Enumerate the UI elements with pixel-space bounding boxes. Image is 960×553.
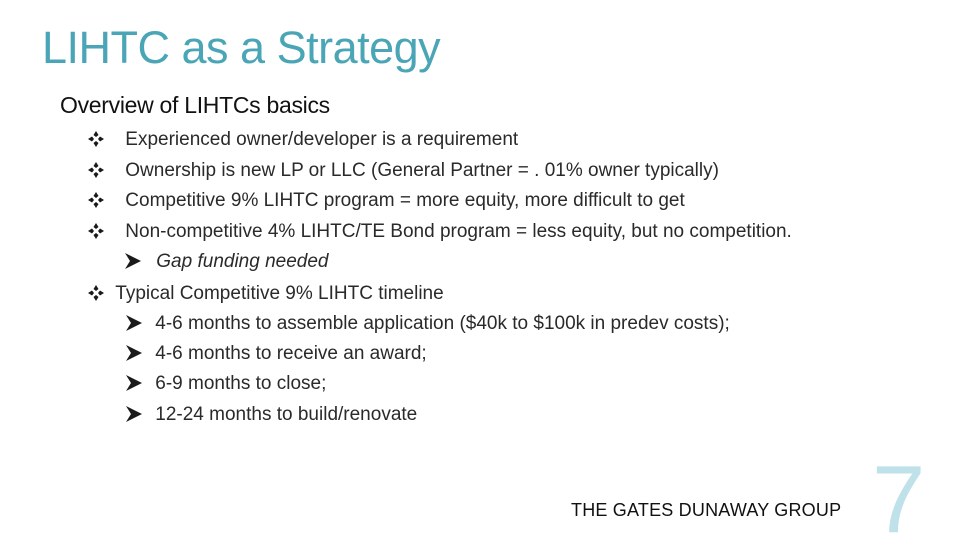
arrow-bullet-icon	[126, 344, 142, 360]
footer-company-name: THE GATES DUNAWAY GROUP	[571, 500, 842, 520]
bullet-text: Non-competitive 4% LIHTC/TE Bond program = less equity, but no competition.	[125, 221, 792, 242]
diamond-bullet-icon	[88, 192, 104, 208]
bullet-text: Experienced owner/developer is a requirement	[125, 129, 519, 150]
timeline-item-text: 4-6 months to receive an award;	[155, 343, 427, 364]
arrow-bullet-icon	[125, 252, 141, 268]
arrow-bullet-icon	[126, 374, 142, 390]
timeline-item	[126, 312, 730, 336]
bullet-text: Ownership is new LP or LLC (General Partner = . 01% owner typically)	[125, 160, 719, 181]
timeline-item	[126, 372, 326, 396]
timeline-item	[126, 403, 417, 427]
timeline-item-text: 12-24 months to build/renovate	[155, 404, 418, 425]
bullet-item	[88, 128, 518, 152]
page-number: 7	[872, 446, 926, 553]
bullet-text: Competitive 9% LIHTC program = more equity, more difficult to get	[125, 190, 685, 211]
bullet-item	[88, 159, 719, 183]
arrow-bullet-icon	[126, 314, 142, 330]
diamond-bullet-icon	[88, 162, 104, 178]
slide-subtitle: Overview of LIHTCs basics	[60, 92, 330, 118]
bullet-item	[88, 220, 792, 244]
sub-bullet-text: Gap funding needed	[156, 251, 329, 272]
slide-title: LIHTC as a Strategy	[42, 22, 441, 73]
diamond-bullet-icon	[88, 131, 104, 147]
timeline-heading-text: Typical Competitive 9% LIHTC timeline	[115, 283, 444, 304]
diamond-bullet-icon	[88, 223, 104, 239]
timeline-item	[126, 342, 427, 366]
timeline-item-text: 4-6 months to assemble application ($40k to $100k in predev costs);	[155, 313, 730, 334]
sub-bullet-item	[125, 250, 329, 274]
arrow-bullet-icon	[126, 405, 142, 421]
bullet-item	[88, 189, 685, 213]
timeline-item-text: 6-9 months to close;	[155, 373, 327, 394]
timeline-heading	[88, 282, 444, 306]
diamond-bullet-icon	[88, 285, 104, 301]
